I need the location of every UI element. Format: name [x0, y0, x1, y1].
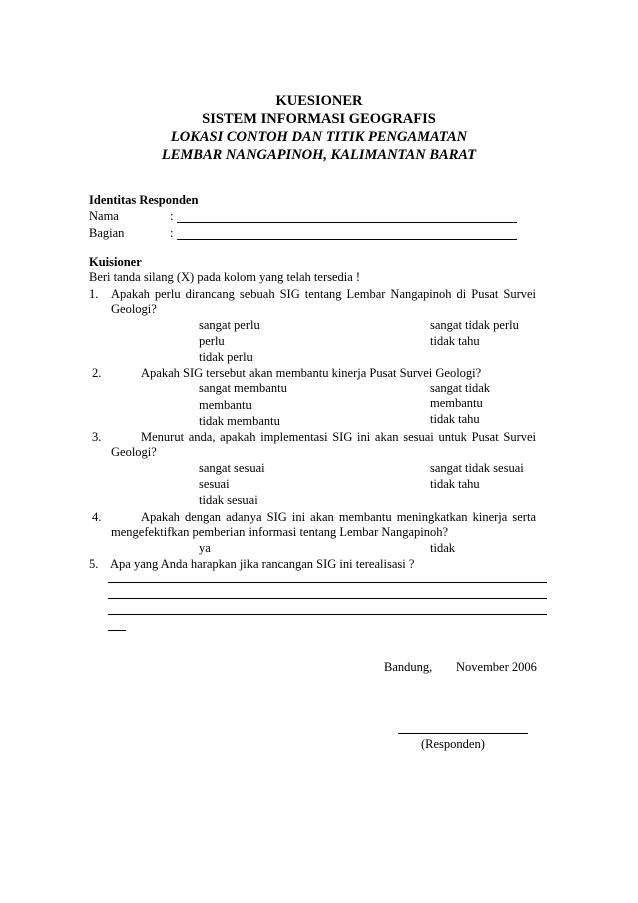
q2-option[interactable]: membantu	[199, 398, 252, 412]
signature-place: Bandung,	[384, 660, 433, 674]
q1-option[interactable]: sangat tidak perlu	[430, 318, 519, 332]
q4-option[interactable]: tidak	[430, 541, 455, 555]
answer-line[interactable]	[108, 598, 547, 599]
q1-option[interactable]: tidak tahu	[430, 334, 480, 348]
q3-number: 3.	[92, 430, 102, 444]
q4-text-cont: mengefektifkan pemberian informasi tentang Lembar Nangapinoh?	[111, 525, 449, 539]
q1-text-cont: Geologi?	[111, 302, 157, 316]
instruction-text: Beri tanda silang (X) pada kolom yang telah tersedia !	[89, 270, 361, 284]
signature-line[interactable]	[398, 733, 528, 734]
field-sep-bagian: :	[170, 226, 174, 240]
nama-field[interactable]	[177, 222, 517, 223]
q2-number: 2.	[92, 366, 102, 380]
q3-option[interactable]: sesuai	[199, 477, 230, 491]
q2-option[interactable]: membantu	[430, 396, 483, 410]
q3-option[interactable]: sangat tidak sesuai	[430, 461, 524, 475]
field-label-bagian: Bagian	[89, 226, 125, 240]
q3-text-cont: Geologi?	[111, 445, 157, 459]
q5-text: Apa yang Anda harapkan jika rancangan SIG ini terealisasi ?	[110, 557, 415, 571]
doc-subtitle-1: SISTEM INFORMASI GEOGRAFIS	[202, 111, 436, 127]
identity-heading: Identitas Responden	[89, 193, 199, 207]
q3-option[interactable]: sangat sesuai	[199, 461, 265, 475]
signature-role: (Responden)	[421, 737, 485, 751]
doc-subtitle-3: LEMBAR NANGAPINOH, KALIMANTAN BARAT	[161, 147, 477, 163]
q2-option[interactable]: sangat tidak	[430, 381, 491, 395]
q1-option[interactable]: perlu	[199, 334, 225, 348]
bagian-field[interactable]	[177, 239, 517, 240]
answer-line[interactable]	[108, 614, 547, 615]
q1-option[interactable]: sangat perlu	[199, 318, 260, 332]
q4-number: 4.	[92, 510, 102, 524]
q3-text: Menurut anda, apakah implementasi SIG ini akan sesuai untuk Pusat Survei	[141, 430, 536, 444]
q5-number: 5.	[89, 557, 99, 571]
field-sep-nama: :	[170, 209, 174, 223]
q2-text: Apakah SIG tersebut akan membantu kinerja Pusat Survei Geologi?	[141, 366, 482, 380]
q1-number: 1.	[89, 287, 99, 301]
doc-title: KUESIONER	[275, 93, 363, 109]
q1-text: Apakah perlu dirancang sebuah SIG tentang Lembar Nangapinoh di Pusat Survei	[111, 287, 536, 301]
q2-option[interactable]: sangat membantu	[199, 381, 287, 395]
q3-option[interactable]: tidak tahu	[430, 477, 480, 491]
doc-subtitle-2: LOKASI CONTOH DAN TITIK PENGAMATAN	[170, 129, 468, 145]
answer-line[interactable]	[108, 582, 547, 583]
signature-date: November 2006	[456, 660, 537, 674]
q2-option[interactable]: tidak tahu	[430, 412, 480, 426]
q3-option[interactable]: tidak sesuai	[199, 493, 258, 507]
field-label-nama: Nama	[89, 209, 119, 223]
q4-text: Apakah dengan adanya SIG ini akan membantu meningkatkan kinerja serta	[141, 510, 536, 524]
q4-option[interactable]: ya	[199, 541, 211, 555]
q1-option[interactable]: tidak perlu	[199, 350, 253, 364]
q2-option[interactable]: tidak membantu	[199, 414, 280, 428]
kuisioner-heading: Kuisioner	[89, 255, 142, 269]
answer-line[interactable]	[108, 630, 126, 631]
